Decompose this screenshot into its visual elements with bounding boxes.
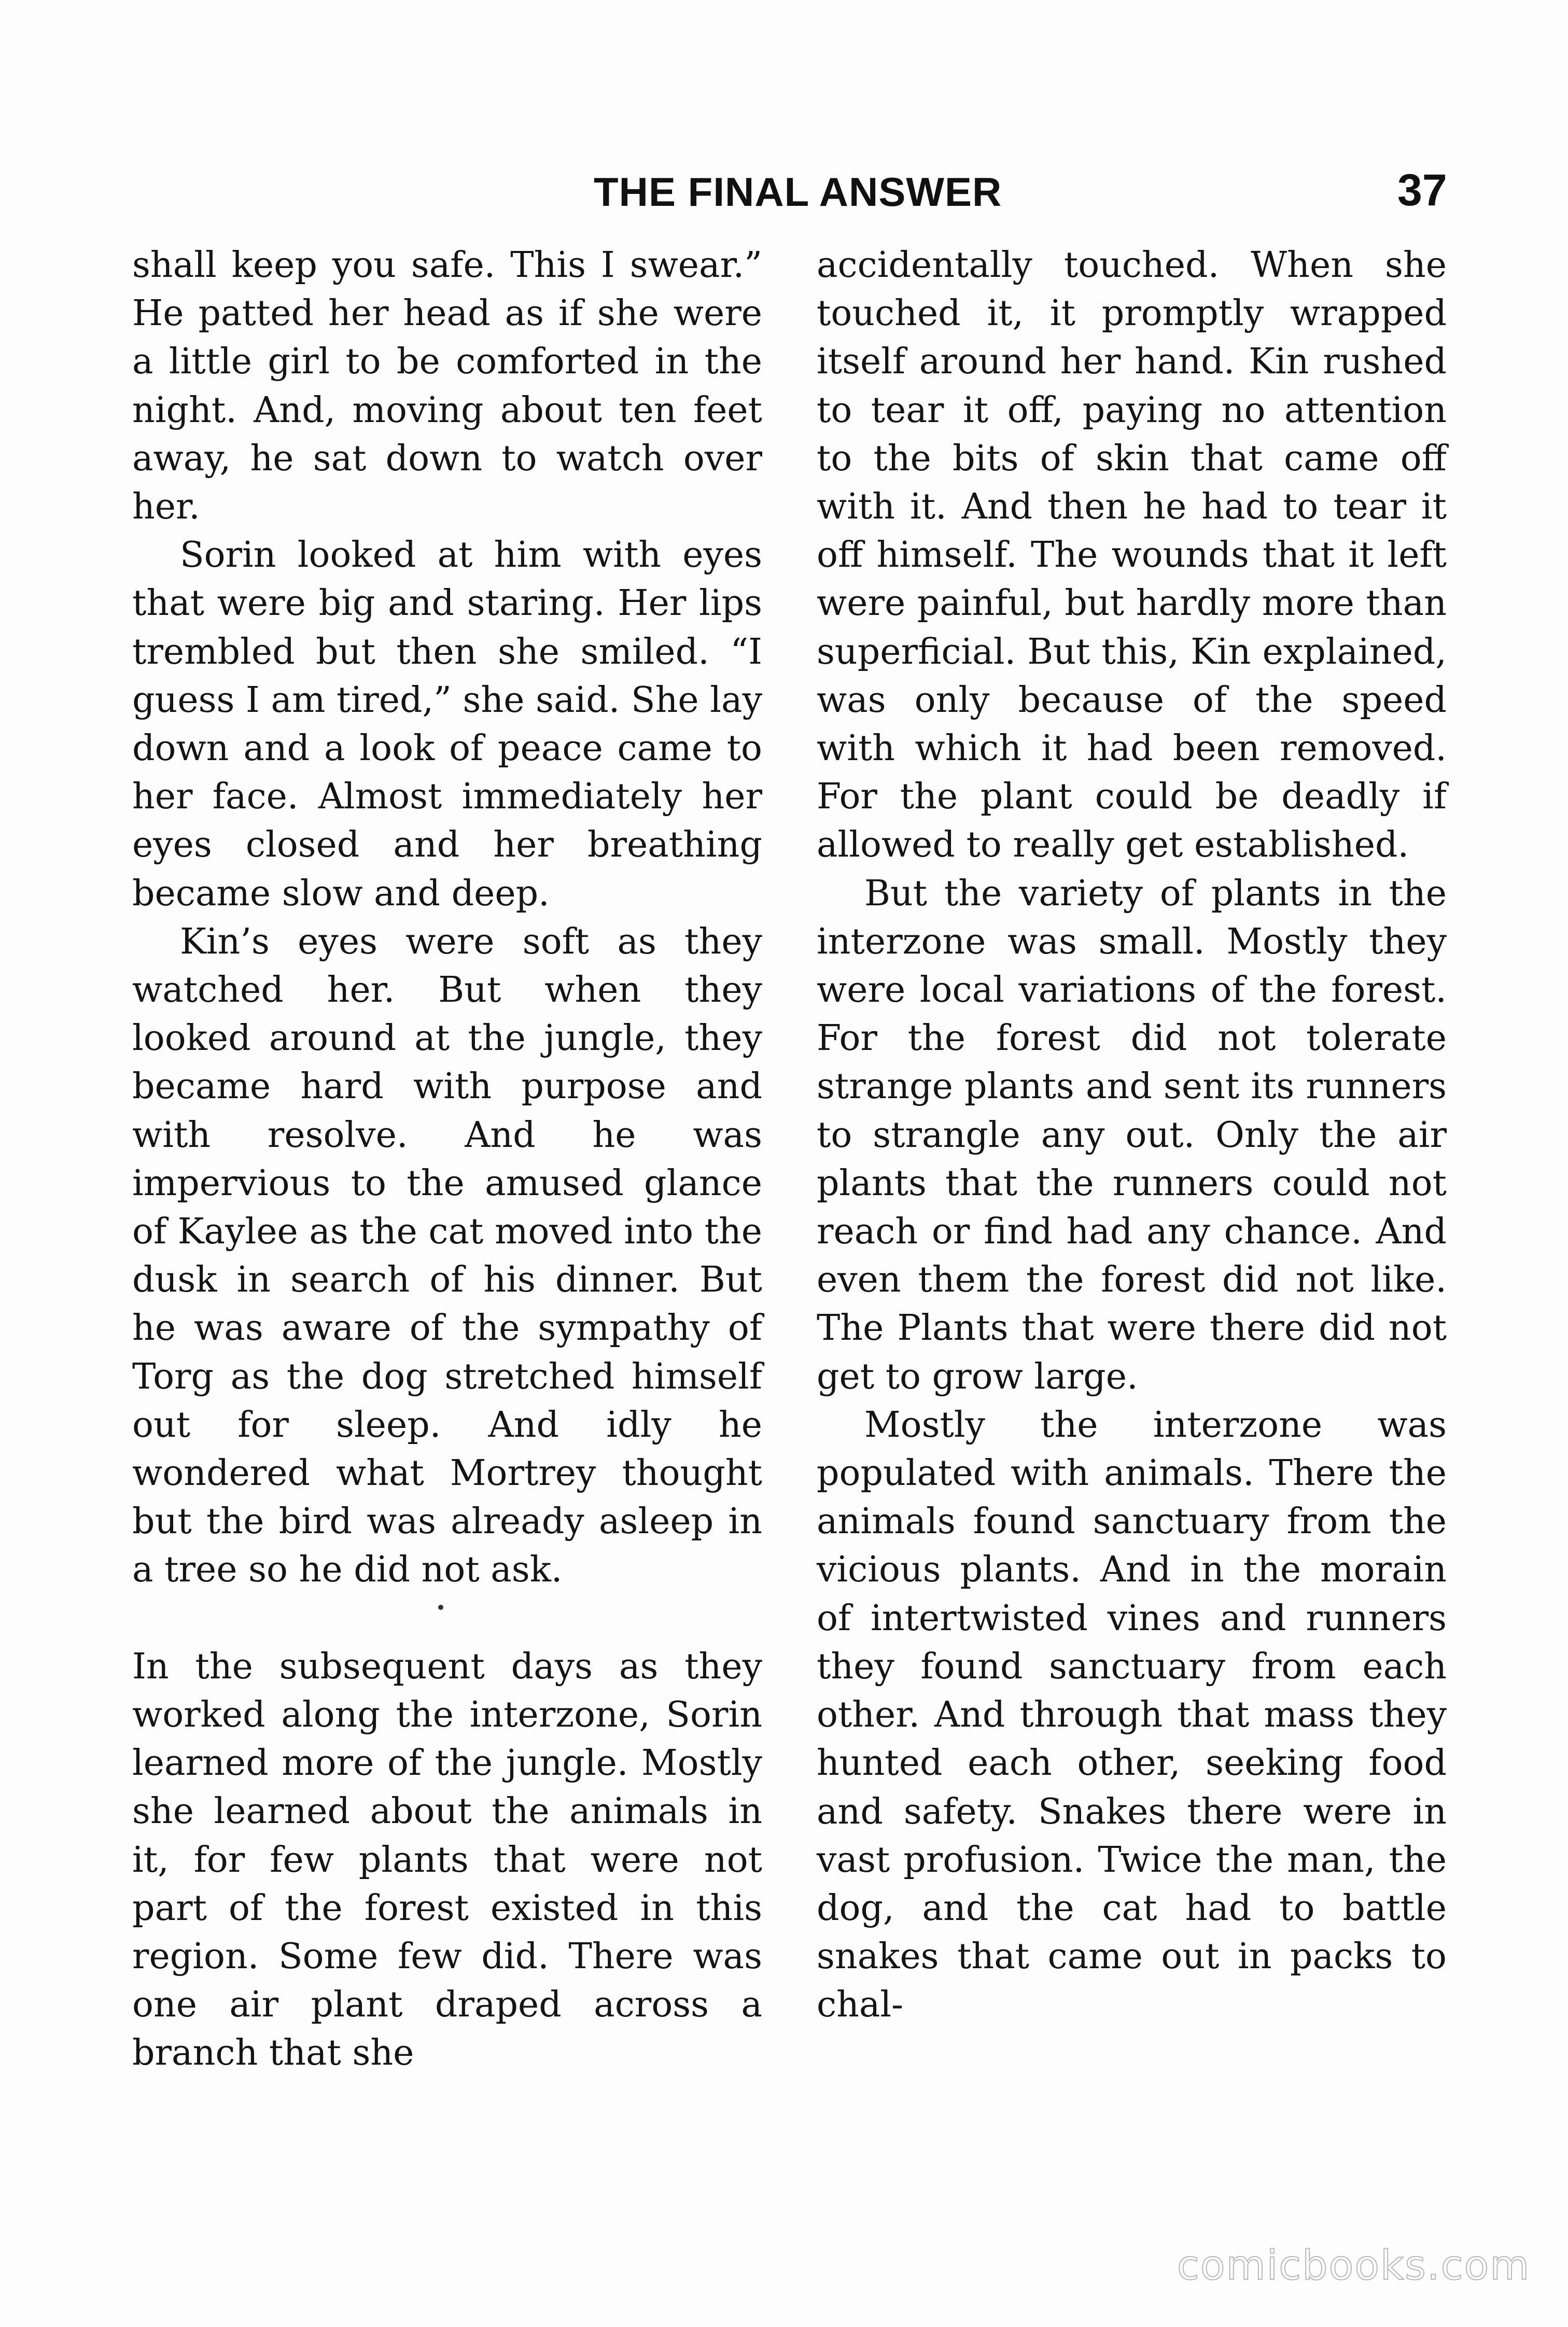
paragraph: In the subsequent days as they worked along the interzone, Sorin learned more of the jungle. Mostly she learned about the animals in it, for few plants that were not part of the forest existed in this region. Some few did. There was one air plant draped across a branch that she [132, 1646, 762, 2074]
right-column [817, 241, 1447, 2029]
paragraph: accidentally touched. When she touched it, it promptly wrapped itself around her hand. Kin rushed to tear it off, paying no attention to the bits of skin that came off with it. And then he had to tear it off himself. The wounds that it left were painful, but hardly more than superficial. But this, Kin explained, was only because of the speed with which it had been removed. For the plant could be deadly if allowed to really get established. [817, 245, 1447, 866]
paragraph: shall keep you safe. This I swear.” He patted her head as if she were a little girl to be comforted in the night. And, moving about ten feet away, he sat down to watch over her. [132, 245, 762, 528]
watermark: comicbooks.com [1177, 2242, 1531, 2289]
section-break-dot [438, 1605, 443, 1610]
left-column [132, 241, 762, 2078]
running-title: THE FINAL ANSWER [594, 169, 1002, 215]
paragraph: Mostly the interzone was populated with animals. There the animals found sanctuary from the vicious plants. And in the morain of intertwisted vines and runners they found sanctuary from each other. And through that mass they hunted each other, seeking food and safety. Snakes there were in vast profusion. Twice the man, the dog, and the cat had to battle snakes that came out in packs to chal- [817, 1404, 1447, 2026]
paragraph: Kin’s eyes were soft as they watched her. But when they looked around at the jungle, they became hard with purpose and with resolve. And he was impervious to the amused glance of Kaylee as the cat moved into the dusk in search of his dinner. But he was aware of the sympathy of Torg as the dog stretched himself out for sleep. And idly he wondered what Mortrey thought but the bird was already asleep in a tree so he did not ask. [132, 921, 762, 1591]
paragraph: Sorin looked at him with eyes that were big and staring. Her lips trembled but then she smiled. “I guess I am tired,” she said. She lay down and a look of peace came to her face. Almost immediately her eyes closed and her breathing became slow and deep. [132, 535, 762, 914]
page-number: 37 [1397, 165, 1447, 215]
paragraph: But the variety of plants in the interzone was small. Mostly they were local variations of the forest. For the forest did not tolerate strange plants and sent its runners to strangle any out. Only the air plants that the runners could not reach or find had any chance. And even them the forest did not like. The Plants that were there did not get to grow large. [817, 873, 1447, 1397]
section-break [132, 1594, 762, 1643]
